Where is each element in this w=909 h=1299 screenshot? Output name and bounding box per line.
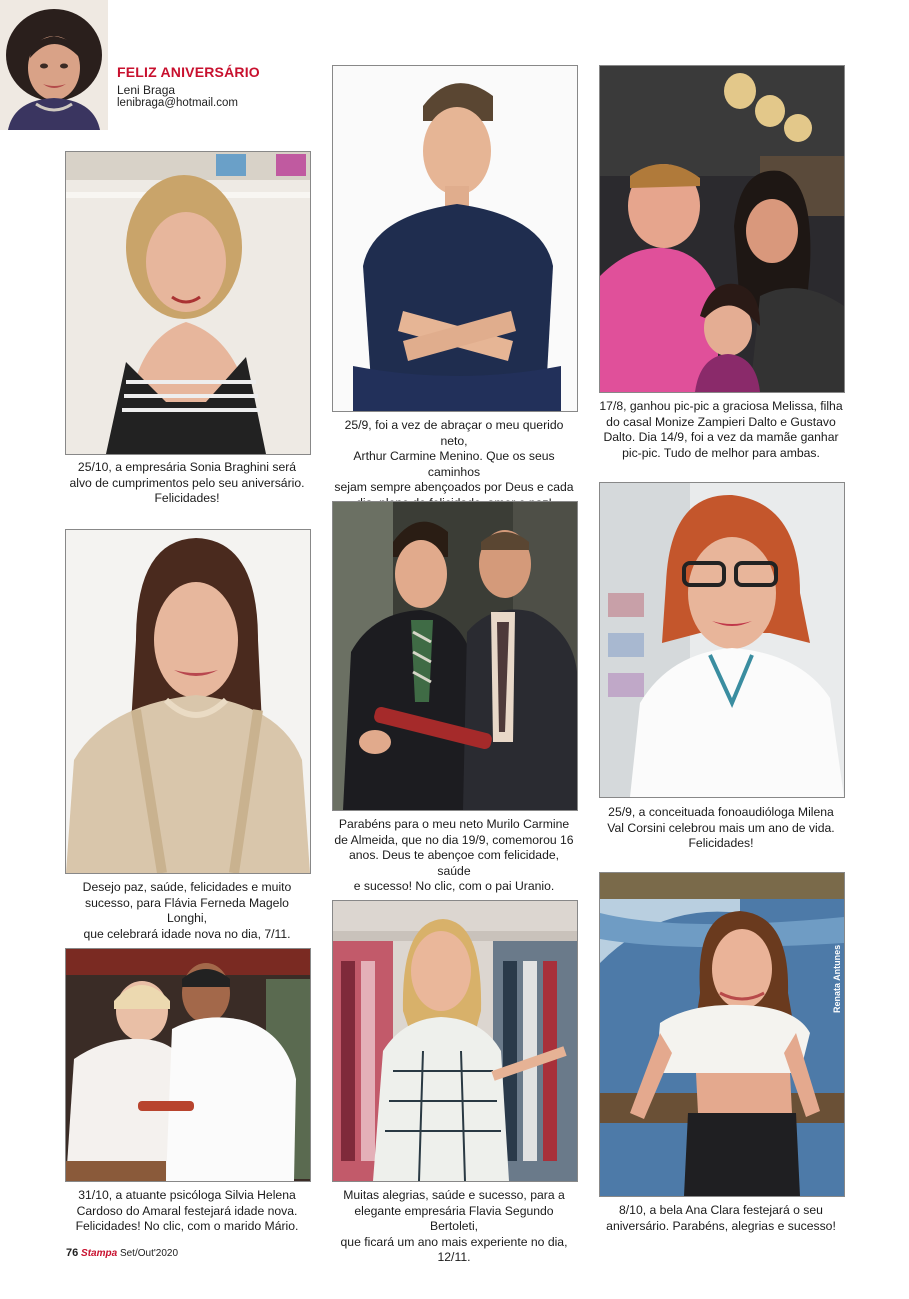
author-email: lenibraga@hotmail.com [117,97,238,109]
photo-silvia-helena-mario [65,948,311,1182]
caption-line: aniversário. Parabéns, alegrias e sucesso! [606,1218,836,1233]
caption-line: Felicidades! [688,836,754,850]
caption-9 [599,1203,843,1234]
caption-line: elegante empresária Flavia Segundo Bertoleti, [354,1203,554,1233]
caption-6 [599,805,843,852]
magazine-name: Stampa [81,1248,118,1259]
caption-7 [65,1188,309,1235]
caption-line: 25/10, a empresária Sonia Braghini será [77,460,297,474]
caption-line: 17/8, ganhou pic-pic a graciosa Melissa, filha [599,399,843,413]
caption-line: sucesso, para Flávia Ferneda Magelo Longhi, [85,895,289,925]
caption-line: Felicidades! No clic, com o marido Mário. [75,1219,299,1233]
photo-credit [820,945,850,1025]
photo-flavia-ferneda-magelo-longhi [65,529,311,874]
caption-line: Dalto. Dia 14/9, foi a vez da mamãe ganhar [603,430,839,444]
photo-ana-clara [599,872,845,1197]
photo-murilo-carmine-almeida [332,501,578,811]
caption-line: Val Corsini celebrou mais um ano de vida. [607,820,835,835]
photo-flavia-segundo-bertoleti [332,900,578,1182]
author-name: Leni Braga [117,83,176,97]
page-footer [66,1247,178,1259]
caption-1 [65,460,309,507]
photo-sonia-braghini [65,151,311,455]
caption-2 [332,418,576,511]
caption-line: pic-pic. Tudo de melhor para ambas. [622,445,820,460]
caption-line: que celebrará idade nova no dia, 7/11. [83,926,291,941]
caption-line: Cardoso do Amaral festejará idade nova. [76,1203,298,1218]
caption-line: Arthur Carmine Menino. Que os seus caminhos [353,449,555,479]
caption-line: que ficará um ano mais experiente no dia, 12/11. [340,1234,568,1264]
page-number: 76 [66,1247,79,1259]
photo-arthur-carmine-menino [332,65,578,412]
photo-credit-text: Renata Antunes [832,944,842,1013]
caption-line: 25/9, a conceituada fonoaudióloga Milena [608,805,834,819]
caption-line: 8/10, a bela Ana Clara festejará o seu [619,1203,823,1217]
caption-line: Parabéns para o meu neto Murilo Carmine [338,817,570,831]
caption-8 [332,1188,576,1266]
author-portrait [0,0,108,130]
caption-line: Desejo paz, saúde, felicidades e muito [82,880,292,894]
caption-line: Muitas alegrias, saúde e sucesso, para a [343,1188,565,1202]
caption-line: do casal Monize Zampieri Dalto e Gustavo [606,414,836,429]
section-title: FELIZ ANIVERSÁRIO [117,64,260,80]
caption-line: Felicidades! [154,491,220,505]
caption-3 [599,399,843,461]
caption-line: alvo de cumprimentos pelo seu aniversário. [69,475,305,490]
caption-5 [332,817,576,895]
caption-line: 25/9, foi a vez de abraçar o meu querido neto, [344,418,564,448]
caption-line: 31/10, a atuante psicóloga Silvia Helena [78,1188,296,1202]
edition: Set/Out'2020 [119,1248,178,1259]
caption-line: e sucesso! No clic, com o pai Uranio. [353,879,555,893]
photo-milena-val-corsini [599,482,845,798]
photo-melissa-monize-dalto [599,65,845,393]
caption-line: sejam sempre abençoados por Deus e cada [334,480,574,494]
caption-line: de Almeida, que no dia 19/9, comemorou 16 [334,832,574,847]
caption-4 [65,880,309,942]
caption-line: anos. Deus te abençoe com felicidade, saúde [348,848,560,878]
